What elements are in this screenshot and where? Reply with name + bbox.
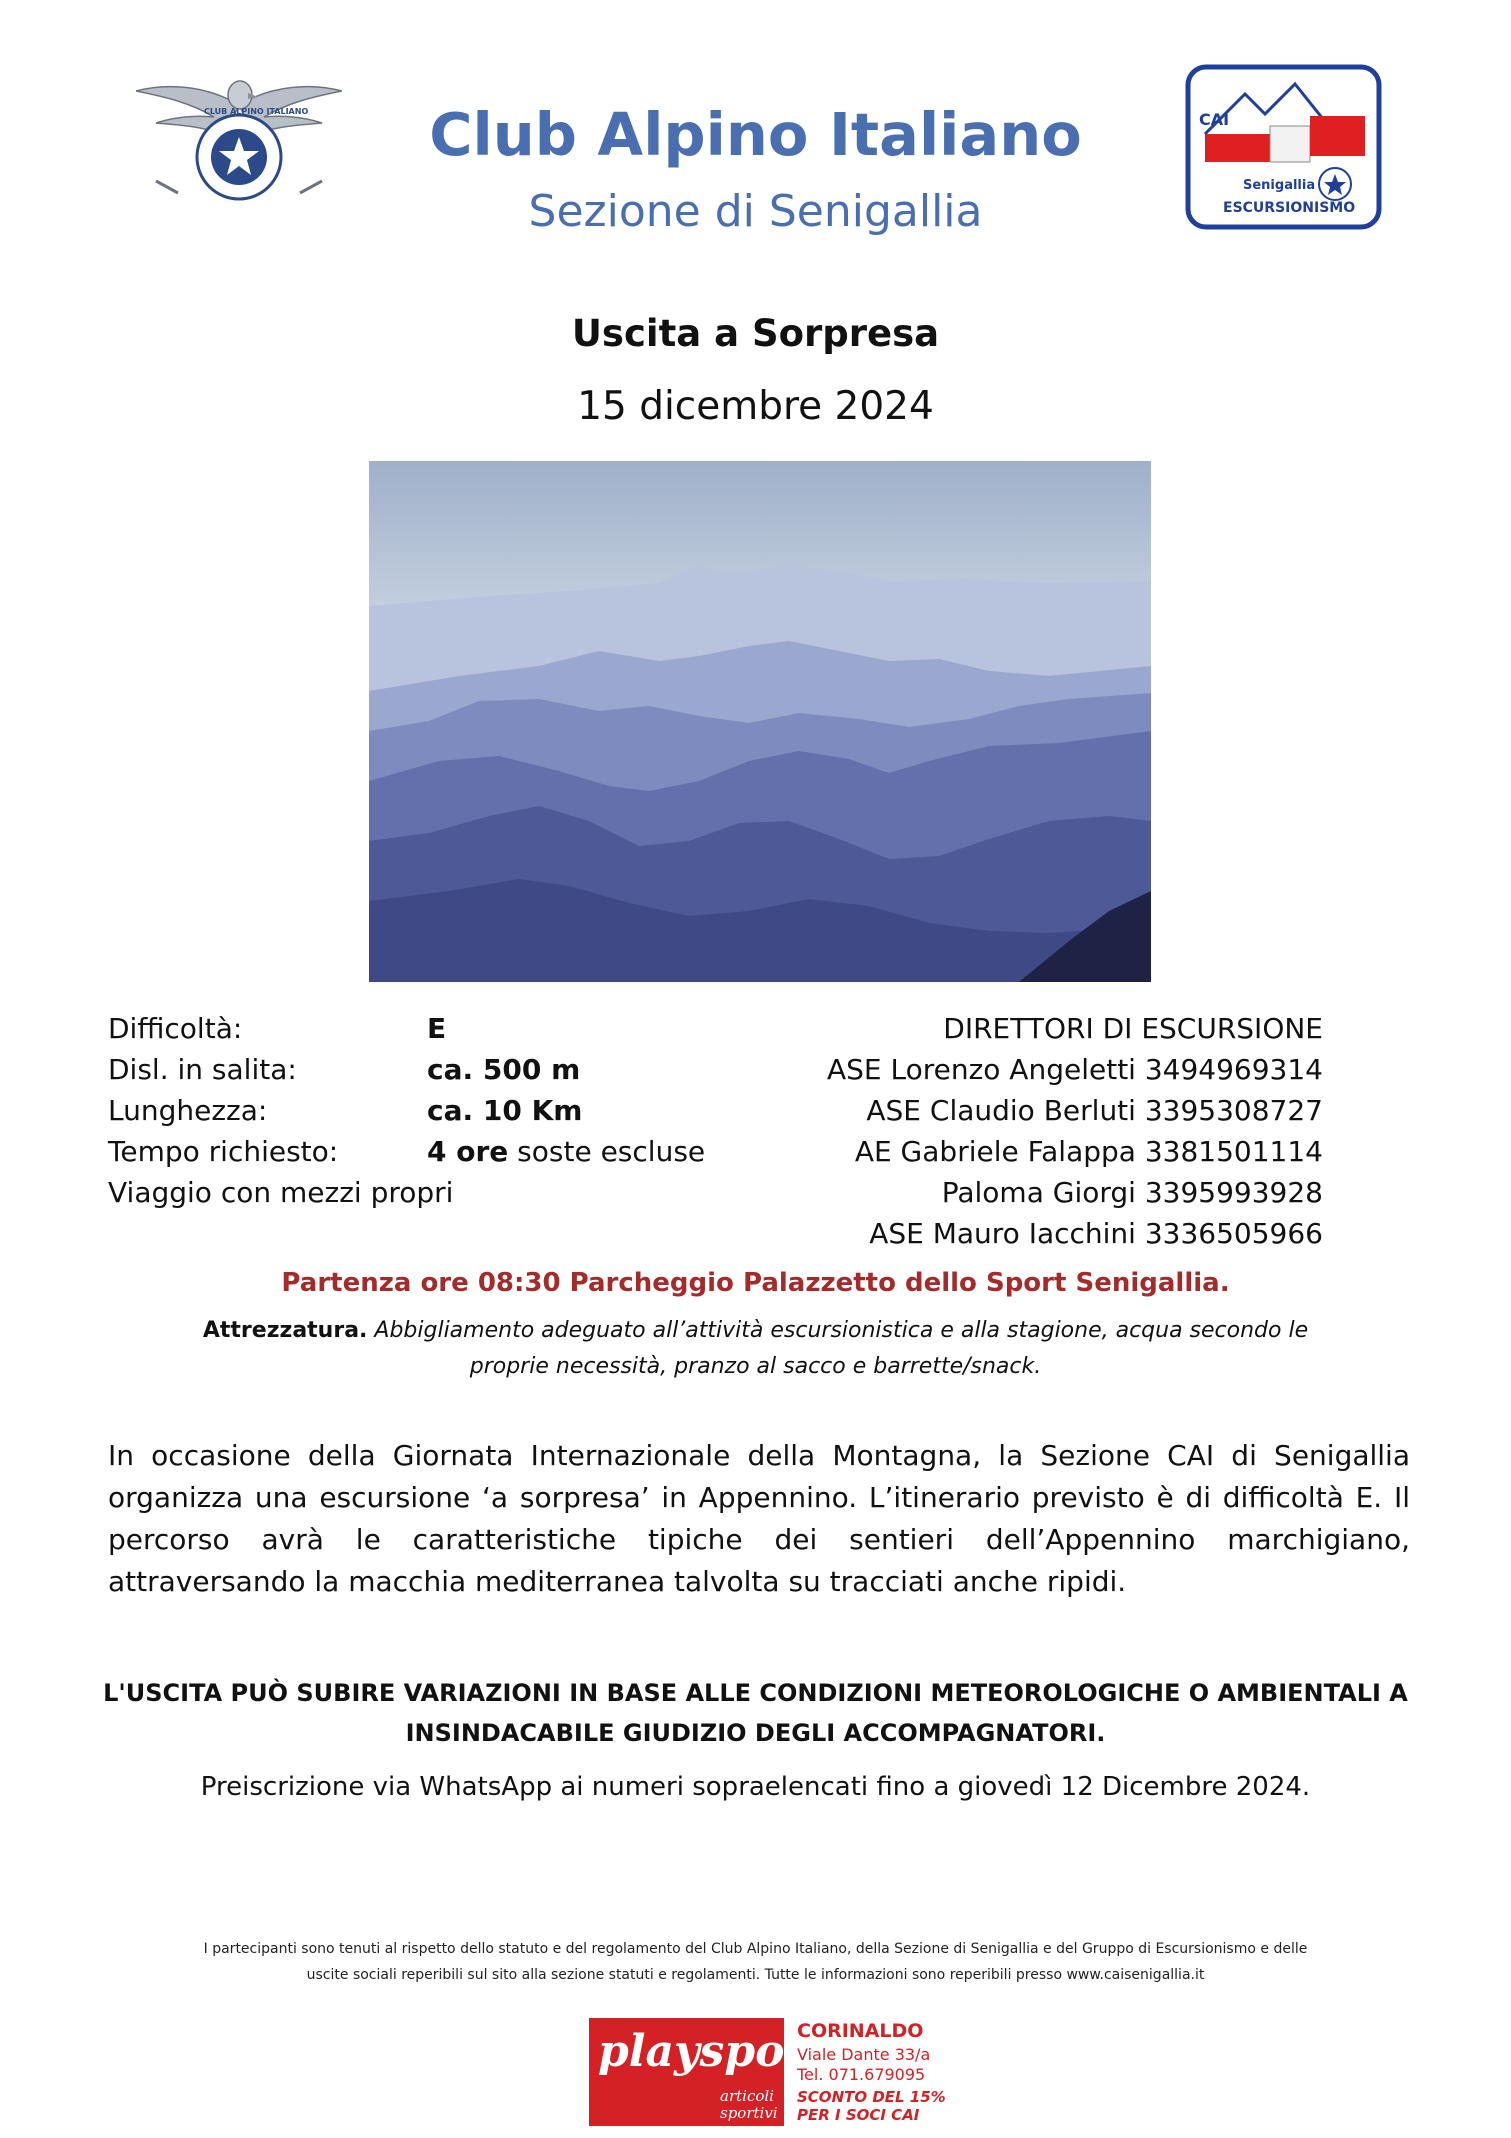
sponsor-address-block (797, 2045, 930, 2085)
event-title: Uscita a Sorpresa (571, 312, 940, 355)
director-item: Paloma Giorgi 3395993928 (941, 1176, 1323, 1209)
director-item: ASE Mauro Iacchini 3336505966 (869, 1217, 1323, 1250)
equipment-label: Attrezzatura. (202, 1318, 368, 1343)
sponsor-discount1: SCONTO DEL 15% (797, 2088, 946, 2106)
footer-note (120, 1936, 1391, 1988)
event-date: 15 dicembre 2024 (577, 384, 934, 429)
org-title: Club Alpino Italiano (429, 100, 1082, 169)
departure-info: Partenza ore 08:30 Parcheggio Palazzetto dello Sport Senigallia. (281, 1268, 1230, 1298)
right-logo-section: ESCURSIONISMO (1223, 200, 1356, 216)
right-logo-cai: CAI (1199, 110, 1230, 129)
footer-line2: uscite sociali reperibili sul sito alla sezione statuti e regolamenti. Tutte le informazioni sono reperibili presso www.caisenigallia.it (306, 1967, 1205, 1983)
difficulty-label: Difficoltà: (108, 1012, 243, 1045)
ascent-value: ca. 500 m (427, 1053, 581, 1086)
footer-line1: I partecipanti sono tenuti al rispetto dello statuto e del regolamento del Club Alpino Italiano, della Sezione di Senigallia e del Gruppo di Escursionismo e delle (203, 1941, 1308, 1957)
sponsor-discount (797, 2088, 946, 2124)
length-value: ca. 10 Km (427, 1094, 583, 1127)
org-subtitle: Sezione di Senigallia (528, 186, 983, 237)
time-value-row (427, 1131, 705, 1172)
travel-note: Viaggio con mezzi propri (108, 1176, 454, 1209)
length-label: Lunghezza: (108, 1094, 268, 1127)
directors-heading: DIRETTORI DI ESCURSIONE (943, 1012, 1323, 1045)
difficulty-value: E (427, 1012, 447, 1045)
director-item: AE Gabriele Falappa 3381501114 (854, 1135, 1323, 1168)
equipment-line2: proprie necessità, pranzo al sacco e barrette/snack. (469, 1354, 1042, 1379)
equipment-info (140, 1313, 1371, 1385)
description-text: In occasione della Giornata Internazionale della Montagna, la Sezione CAI di Senigallia organizza una escursione ‘a sorpresa’ in Appennino. L’itinerario previsto è di difficoltà E. Il percorso avrà le caratteristiche tipiche dei sentieri dell’Appennino marchigiano, attraversando la macchia mediterranea talvolta su tracciati anche ripidi. (108, 1439, 1410, 1598)
sponsor-sub2: sportivi (720, 2104, 778, 2122)
weather-warning (80, 1673, 1431, 1753)
ascent-label: Disl. in salita: (108, 1053, 297, 1086)
sponsor-brand: playsport (598, 2026, 828, 2077)
left-logo-text: CLUB ALPINO ITALIANO (204, 107, 309, 116)
time-value: 4 ore (427, 1135, 509, 1168)
warning-line2: INSINDACABILE GIUDIZIO DEGLI ACCOMPAGNATORI. (405, 1719, 1106, 1747)
sponsor-discount2: PER I SOCI CAI (797, 2106, 920, 2124)
director-item: ASE Claudio Berluti 3395308727 (866, 1094, 1323, 1127)
right-logo-city: Senigallia (1243, 178, 1316, 193)
time-note: soste escluse (508, 1135, 706, 1168)
sponsor-city: CORINALDO (797, 2020, 924, 2042)
mountain-photo (369, 461, 1151, 982)
preregistration-note: Preiscrizione via WhatsApp ai numeri sopraelencati fino a giovedì 12 Dicembre 2024. (200, 1772, 1311, 1802)
time-label: Tempo richiesto: (108, 1135, 339, 1168)
warning-line1: L'USCITA PUÒ SUBIRE VARIAZIONI IN BASE ALLE CONDIZIONI METEOROLOGICHE O AMBIENTALI A (103, 1679, 1408, 1707)
sponsor-sub1: articoli (720, 2087, 774, 2105)
sponsor-address: Viale Dante 33/a (797, 2045, 931, 2064)
director-item: ASE Lorenzo Angeletti 3494969314 (826, 1053, 1323, 1086)
description-paragraph (108, 1435, 1410, 1603)
equipment-line1: Abbigliamento adeguato all’attività escursionistica e alla stagione, acqua secondo le (367, 1318, 1309, 1343)
sponsor-phone: Tel. 071.679095 (797, 2065, 926, 2084)
